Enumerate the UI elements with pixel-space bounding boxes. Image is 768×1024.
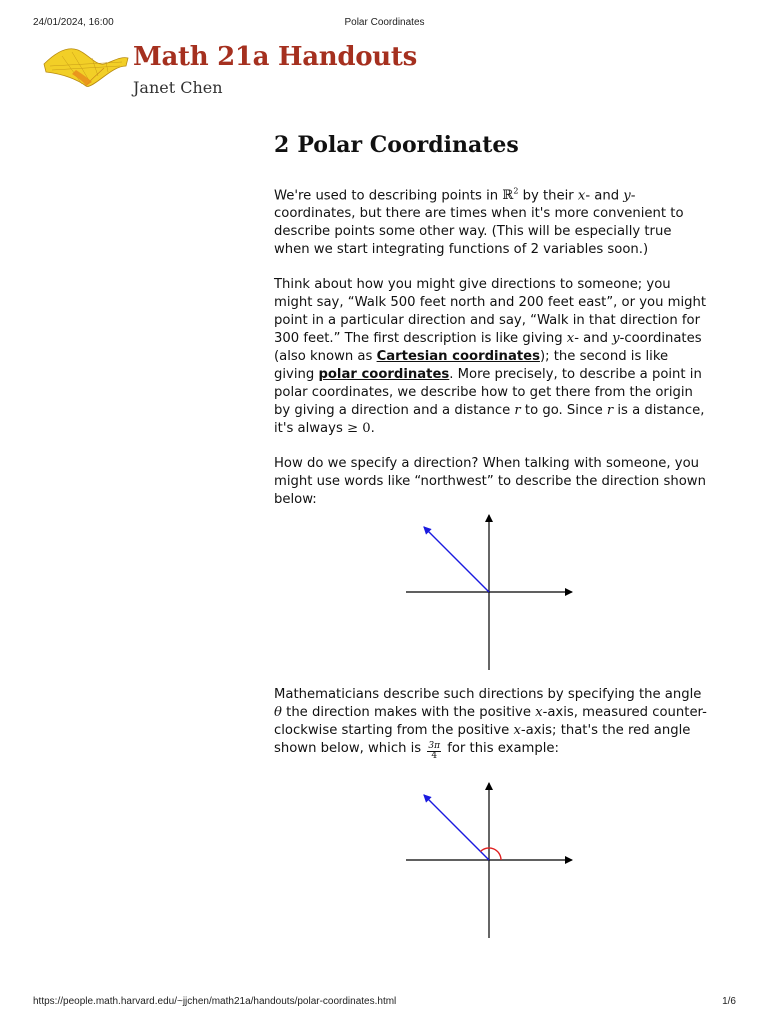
fraction-numerator: 3π — [428, 741, 441, 751]
text-run: -coordinates, but there are times when it's more convenient to describe points some other way. (This will be especially true when we start integrating functions of 2 variables soon.) — [274, 188, 684, 258]
fraction-denominator: 4 — [431, 751, 438, 761]
math-geq-zero: ≥ 0 — [347, 421, 371, 437]
math-x: x — [577, 188, 586, 204]
text-run: - and — [585, 188, 624, 204]
print-page-number: 1/6 — [722, 996, 736, 1007]
math-exponent: 2 — [513, 187, 519, 196]
paragraph-directions — [274, 276, 710, 438]
math-x: x — [513, 723, 521, 738]
text-run: by their — [518, 188, 578, 204]
section-heading — [274, 128, 710, 162]
paragraph-intro — [274, 183, 710, 259]
text-run: . — [370, 421, 375, 437]
math-r: r — [606, 403, 614, 419]
direction-angle-figure — [406, 780, 578, 940]
paragraph-angle — [274, 686, 710, 761]
math-y: y — [623, 188, 631, 204]
paragraph-direction-question: How do we specify a direction? When talking with someone, you might use words like “northwest” to describe the direction shown below: — [274, 456, 706, 508]
text-run: Mathematicians describe such directions by specifying the angle — [274, 687, 702, 702]
text-run: ); the second is like giving — [274, 349, 669, 383]
text-run: We're used to describing points in — [274, 188, 503, 204]
term-polar-coordinates: polar coordinates — [318, 367, 450, 383]
text-run: to go. Since — [520, 403, 607, 419]
print-url: https://people.math.harvard.edu/~jjchen/math21a/handouts/polar-coordinates.html — [33, 996, 397, 1007]
text-run: the direction makes with the positive — [281, 705, 536, 720]
print-datetime: 24/01/2024, 16:00 — [33, 17, 114, 28]
math-symbol: ℝ — [502, 188, 514, 204]
section-number: 2 — [274, 132, 290, 158]
text-run: -coordinates (also known as — [274, 331, 702, 365]
direction-vector — [424, 527, 489, 592]
math-x: x — [566, 331, 575, 347]
math-r2 — [502, 188, 518, 203]
print-page-title: Polar Coordinates — [344, 17, 425, 28]
text-run: . More precisely, to describe a point in polar coordinates, we describe how to get there from the origin by giving a direction and a distance — [274, 367, 702, 419]
text-run: - and — [574, 331, 613, 347]
section-title: Polar Coordinates — [297, 132, 519, 158]
text-run: -axis; that's the red angle shown below, which is — [274, 723, 691, 756]
math-fraction-3pi-over-4 — [427, 742, 441, 761]
math-r: r — [514, 403, 521, 419]
math-theta: θ — [274, 705, 282, 720]
direction-figure — [406, 512, 578, 672]
text-run: is a distance, it's always — [274, 403, 705, 437]
surface-plot-logo[interactable] — [42, 44, 130, 92]
text-run: Think about how you might give directions to someone; you might say, “Walk 500 feet north and 200 feet east”, or you might point in a particular direction and say, “Walk in that direction for 300 feet.” The first description is like giving — [274, 277, 707, 347]
math-y: y — [612, 331, 620, 347]
math-x: x — [535, 705, 543, 720]
text-run: for this example: — [443, 741, 559, 756]
site-title[interactable]: Math 21a Handouts — [133, 42, 417, 72]
site-author: Janet Chen — [133, 78, 223, 97]
text-run: -axis, measured counter-clockwise starting from the positive — [274, 705, 707, 738]
direction-vector — [424, 795, 489, 860]
term-cartesian-coordinates: Cartesian coordinates — [376, 349, 540, 365]
